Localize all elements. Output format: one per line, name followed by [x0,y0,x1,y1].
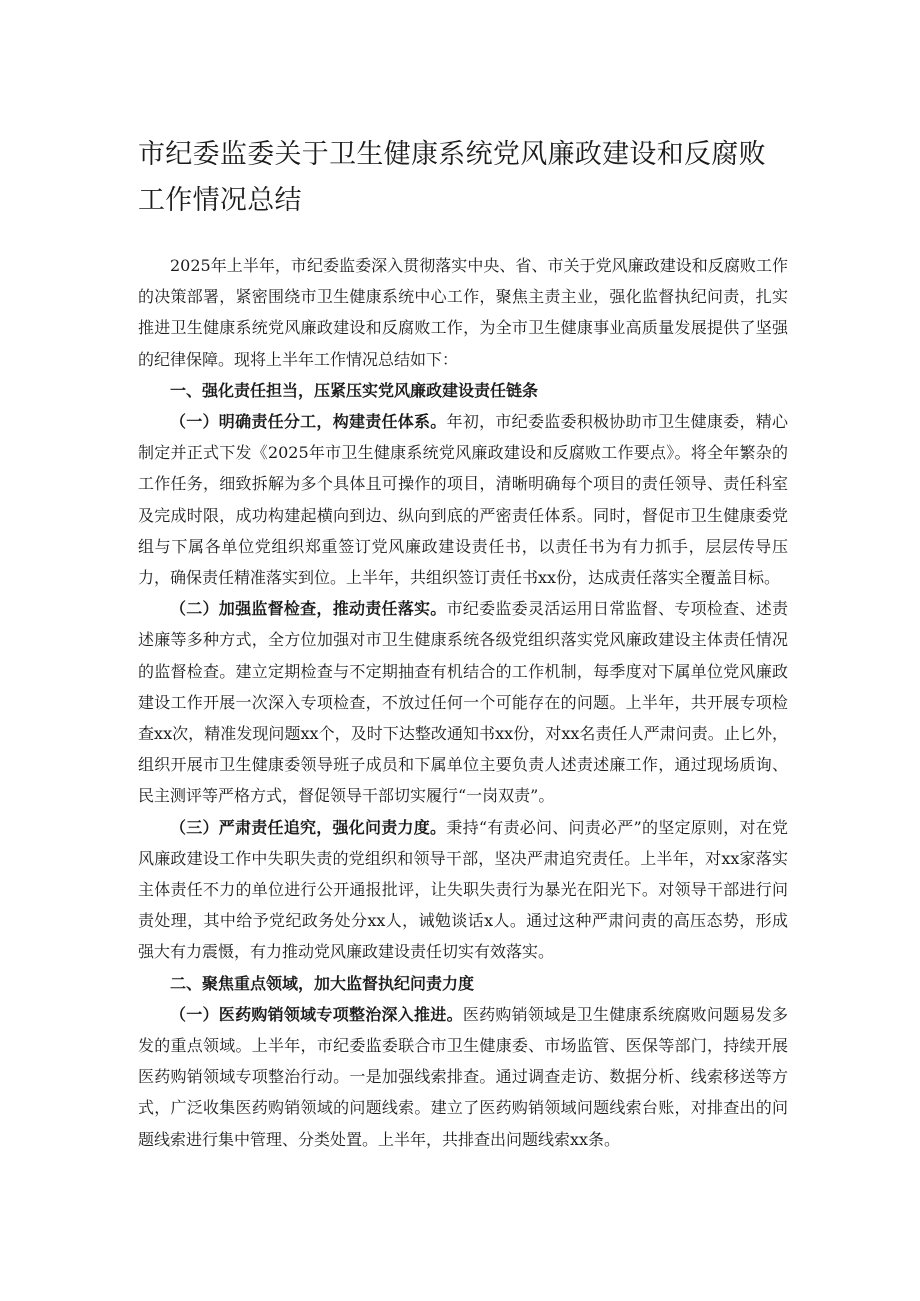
section-1-paragraph-2 [138,593,788,811]
section-1-paragraph-1 [138,406,788,593]
section-2-paragraph-1-lead: （一）医药购销领域专项整治深入推进。 [170,1004,463,1024]
section-1-paragraph-3-body: 秉持“有责必问、问责必严”的坚定原则，对在党风廉政建设工作中失职失责的党组织和领导干部，坚决严肃追究责任。上半年，对xx家落实主体责任不力的单位进行公开通报批评，让失职失责行为暴光在阳光下。对领导干部进行问责处理，其中给予党纪政务处分xx人，诫勉谈话x人。通过这种严肃问责的高压态势，形成强大有力震慑，有力推动党风廉政建设责任切实有效落实。 [138,817,788,962]
section-1-paragraph-2-body: 市纪委监委灵活运用日常监督、专项检查、述责述廉等多种方式，全方位加强对市卫生健康系统各级党组织落实党风廉政建设主体责任情况的监督检查。建立定期检查与不定期抽查有机结合的工作机制，每季度对下属单位党风廉政建设工作开展一次深入专项检查，不放过任何一个可能存在的问题。上半年，共开展专项检查xx次，精准发现问题xx个，及时下达整改通知书xx份，对xx名责任人严肃问责。止匕外，组织开展市卫生健康委领导班子成员和下属单位主要负责人述责述廉工作，通过现场质询、民主测评等严格方式，督促领导干部切实履行“一岗双责”。 [138,599,788,806]
section-1-paragraph-1-body: 年初，市纪委监委积极协助市卫生健康委，精心制定并正式下发《2025年市卫生健康系统党风廉政建设和反腐败工作要点》。将全年繁杂的工作任务，细致拆解为多个具体且可操作的项目，清晰明确每个项目的责任领导、责任科室及完成时限，成功构建起横向到边、纵向到底的严密责任体系。同时，督促市卫生健康委党组与下属各单位党组织郑重签订党风廉政建设责任书，以责任书为有力抓手，层层传导压力，确保责任精准落实到位。上半年，共组织签订责任书xx份，达成责任落实全覆盖目标。 [138,412,788,588]
section-1-paragraph-2-lead: （二）加强监督检查，推动责任落实。 [170,599,447,619]
document-title: 市纪委监委关于卫生健康系统党风廉政建设和反腐败工作情况总结 [138,139,766,216]
document-page [138,132,788,1155]
section-1-paragraph-1-lead: （一）明确责任分工，构建责任体系。 [170,412,447,432]
section-2-heading: 二、聚焦重点领域，加大监督执纪问责力度 [170,973,475,993]
section-2-paragraph-1-body: 医药购销领域是卫生健康系统腐败问题易发多发的重点领域。上半年，市纪委监委联合市卫生健康委、市场监管、医保等部门，持续开展医药购销领域专项整治行动。一是加强线索排查。通过调查走访、数据分析、线索移送等方式，广泛收集医药购销领域的问题线索。建立了医药购销领域问题线索台账，对排查出的问题线索进行集中管理、分类处置。上半年，共排查出问题线索xx条。 [138,1004,788,1149]
section-1-paragraph-3-lead: （三）严肃责任追究，强化问责力度。 [170,817,447,837]
intro-paragraph: 2025年上半年，市纪委监委深入贯彻落实中央、省、市关于党风廉政建设和反腐败工作的决策部署，紧密围绕市卫生健康系统中心工作，聚焦主责主业，强化监督执纪问责，扎实推进卫生健康系统党风廉政建设和反腐败工作，为全市卫生健康事业高质量发展提供了坚强的纪律保障。现将上半年工作情况总结如下： [138,256,788,369]
section-1-paragraph-3 [138,812,788,968]
section-1-heading: 一、强化责任担当，压紧压实党风廉政建设责任链条 [170,380,539,400]
section-2-paragraph-1 [138,999,788,1155]
